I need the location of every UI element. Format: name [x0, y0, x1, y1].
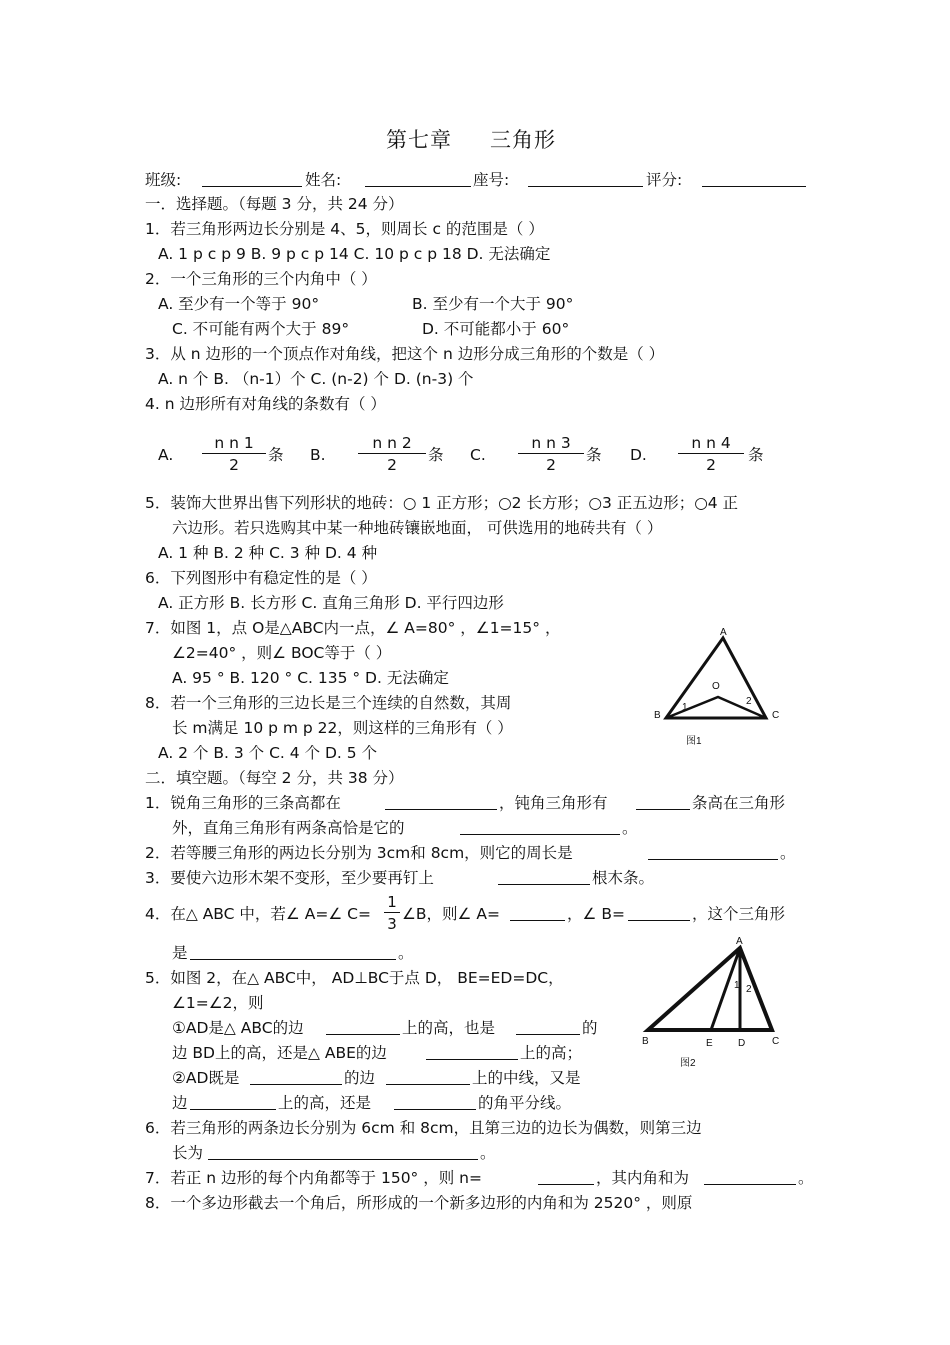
q4-label-a: A.: [158, 446, 174, 464]
q5-options: A. 1 种 B. 2 种 C. 3 种 D. 4 种: [158, 544, 378, 562]
fraction-numerator: 1: [384, 892, 400, 913]
q4-unit-a: 条: [268, 446, 284, 464]
point-label-d: D: [738, 1038, 746, 1049]
fraction-denominator: 3: [387, 915, 397, 933]
s2-q5-l6c: 的角平分线。: [478, 1094, 572, 1112]
s2-q1-blank-2[interactable]: [636, 793, 690, 810]
q6-stem: 6．下列图形中有稳定性的是（ ）: [145, 569, 377, 587]
q2-stem: 2．一个三角形的三个内角中（ ）: [145, 270, 377, 288]
s2-q5-l3c: 的: [582, 1019, 598, 1037]
s2-q1-text-c: 条高在三角形: [692, 794, 786, 812]
q4-label-b: B.: [310, 446, 326, 464]
section1-heading: 一．选择题。（每题 3 分，共 24 分）: [145, 195, 404, 213]
s2-q5-l5a: ②AD既是: [172, 1069, 240, 1087]
s2-q5-l6a: 边: [172, 1094, 188, 1112]
fraction-denominator: 2: [387, 456, 397, 474]
s2-q4-blank-c[interactable]: [190, 943, 396, 960]
vertex-label-a: A: [720, 627, 727, 638]
vertex-label-c: C: [772, 710, 780, 721]
fraction-numerator: n n 1: [202, 433, 266, 454]
s2-q7-text-b: ，其内角和为: [596, 1169, 690, 1187]
s2-q5-l4a: 边 BD上的高，还是△ ABE的边: [172, 1044, 387, 1062]
vertex-label-b: B: [642, 1036, 649, 1047]
s2-q5-blank-2[interactable]: [516, 1018, 580, 1035]
s2-q5-l6b: 上的高，还是: [278, 1094, 372, 1112]
fraction-numerator: n n 3: [518, 433, 584, 454]
s2-q3-text: 3．要使六边形木架不变形，至少要再钉上: [145, 869, 434, 887]
q4-label-d: D.: [630, 446, 647, 464]
figure-2-triangle: [636, 934, 796, 1074]
vertex-label-b: B: [654, 710, 661, 721]
q4-unit-c: 条: [586, 446, 602, 464]
s2-q5-blank-6[interactable]: [190, 1093, 276, 1110]
seat-label: 座号:: [473, 171, 510, 189]
q2-option-c: C. 不可能有两个大于 89°: [172, 320, 350, 338]
s2-q4-fraction: [384, 892, 400, 935]
s2-q4-text-b: ∠B，则∠ A=: [402, 905, 500, 923]
section2-heading: 二．填空题。（每空 2 分，共 38 分）: [145, 769, 404, 787]
score-label: 评分:: [646, 171, 683, 189]
s2-q5-l3a: ①AD是△ ABC的边: [172, 1019, 304, 1037]
s2-q5-l3b: 上的高，也是: [402, 1019, 496, 1037]
s2-q1-text-d: 外，直角三角形有两条高恰是它的: [172, 819, 405, 837]
s2-q5-l5c: 上的中线，又是: [472, 1069, 581, 1087]
q8-line2: 长 m满足 10 p m p 22，则这样的三角形有（ ）: [172, 719, 513, 737]
s2-q2-text: 2．若等腰三角形的两边长分别为 3cm和 8cm，则它的周长是: [145, 844, 573, 862]
s2-q4-text-e: 是: [172, 944, 188, 962]
q4-label-c: C.: [470, 446, 486, 464]
s2-q4-text-f: 。: [398, 944, 414, 962]
fraction-numerator: n n 2: [358, 433, 426, 454]
q4-fraction-a: [202, 433, 266, 476]
s2-q4-text-c: ，∠ B=: [567, 905, 625, 923]
s2-q1-blank-1[interactable]: [385, 793, 497, 810]
s2-q3-blank[interactable]: [498, 868, 590, 885]
fraction-denominator: 2: [546, 456, 556, 474]
q1-stem: 1．若三角形两边长分别是 4、5，则周长 c 的范围是（ ）: [145, 220, 544, 238]
fraction-numerator: n n 4: [678, 433, 744, 454]
vertex-label-c: C: [772, 1036, 780, 1047]
s2-q6-l2b: 。: [480, 1144, 496, 1162]
q3-stem: 3．从 n 边形的一个顶点作对角线，把这个 n 边形分成三角形的个数是（ ）: [145, 345, 665, 363]
q7-line2: ∠2=40° ，则∠ BOC等于（ ）: [172, 644, 392, 662]
s2-q1-blank-3[interactable]: [460, 818, 620, 835]
s2-q7-blank-1[interactable]: [538, 1168, 594, 1185]
seat-blank[interactable]: [528, 170, 643, 187]
q4-fraction-d: [678, 433, 744, 476]
s2-q5-blank-7[interactable]: [394, 1093, 476, 1110]
s2-q8-text: 8．一个多边形截去一个角后，所形成的一个新多边形的内角和为 2520° ，则原: [145, 1194, 693, 1212]
s2-q4-blank-b[interactable]: [628, 904, 690, 921]
q4-unit-b: 条: [428, 446, 444, 464]
s2-q3-end: 根木条。: [592, 869, 655, 887]
q5-line2: 六边形。若只选购其中某一种地砖镶嵌地面， 可供选用的地砖共有（ ）: [172, 519, 663, 537]
q4-stem: 4. n 边形所有对角线的条数有（ ）: [145, 395, 386, 413]
s2-q4-text-a: 4．在△ ABC 中，若∠ A=∠ C=: [145, 905, 371, 923]
q2-option-a: A. 至少有一个等于 90°: [158, 295, 320, 313]
name-blank[interactable]: [365, 170, 471, 187]
q3-options: A. n 个 B. （n-1）个 C. (n-2) 个 D. (n-3) 个: [158, 370, 474, 388]
q2-option-b: B. 至少有一个大于 90°: [412, 295, 574, 313]
s2-q5-l5b: 的边: [344, 1069, 376, 1087]
fraction-denominator: 2: [706, 456, 716, 474]
class-blank[interactable]: [202, 170, 302, 187]
s2-q7-text-c: 。: [798, 1169, 814, 1187]
s2-q7-text-a: 7．若正 n 边形的每个内角都等于 150° ，则 n=: [145, 1169, 482, 1187]
chapter-title: 三角形: [490, 128, 556, 152]
chapter-number: 第七章: [386, 128, 452, 152]
q2-option-d: D. 不可能都小于 60°: [422, 320, 570, 338]
q1-options: A. 1 p c p 9 B. 9 p c p 14 C. 10 p c p 18 D. 无法确定: [158, 245, 551, 263]
point-label-o: O: [712, 681, 720, 692]
s2-q4-blank-a[interactable]: [510, 904, 565, 921]
q4-unit-d: 条: [748, 446, 764, 464]
class-label: 班级:: [145, 171, 182, 189]
angle-label-1: 1: [682, 702, 688, 713]
q4-fraction-c: [518, 433, 584, 476]
s2-q4-text-d: ，这个三角形: [692, 905, 786, 923]
figure-1-triangle: [648, 622, 788, 752]
s2-q5-line1: 5．如图 2，在△ ABC中， AD⊥BC于点 D， BE=ED=DC，: [145, 969, 564, 987]
s2-q5-blank-3[interactable]: [426, 1043, 518, 1060]
q7-options: A. 95 ° B. 120 ° C. 135 ° D. 无法确定: [172, 669, 449, 687]
s2-q1-text-e: 。: [622, 819, 638, 837]
figure-caption: 图2: [680, 1058, 696, 1069]
angle-label-2: 2: [746, 984, 752, 995]
angle-label-2: 2: [746, 696, 752, 707]
triangle-abc: [648, 948, 772, 1030]
s2-q5-blank-1[interactable]: [326, 1018, 400, 1035]
q5-line1: 5．装饰大世界出售下列形状的地砖：○ 1 正方形；○2 长方形；○3 正五边形；○4 正: [145, 494, 739, 512]
s2-q5-blank-5[interactable]: [386, 1068, 470, 1085]
s2-q2-blank[interactable]: [648, 843, 778, 860]
s2-q5-blank-4[interactable]: [250, 1068, 342, 1085]
s2-q6-l2a: 长为: [172, 1144, 204, 1162]
point-label-e: E: [706, 1038, 713, 1049]
s2-q1-text-b: ，钝角三角形有: [499, 794, 608, 812]
score-blank[interactable]: [702, 170, 806, 187]
q8-line1: 8．若一个三角形的三边长是三个连续的自然数，其周: [145, 694, 512, 712]
name-label: 姓名:: [305, 171, 342, 189]
s2-q6-line1: 6．若三角形的两条边长分别为 6cm 和 8cm，且第三边的边长为偶数，则第三边: [145, 1119, 702, 1137]
q6-options: A. 正方形 B. 长方形 C. 直角三角形 D. 平行四边形: [158, 594, 504, 612]
s2-q5-l4b: 上的高；: [520, 1044, 583, 1062]
q8-options: A. 2 个 B. 3 个 C. 4 个 D. 5 个: [158, 744, 378, 762]
q4-fraction-b: [358, 433, 426, 476]
fraction-denominator: 2: [229, 456, 239, 474]
s2-q1-text-a: 1．锐角三角形的三条高都在: [145, 794, 341, 812]
figure-caption: 图1: [686, 736, 702, 747]
s2-q6-blank[interactable]: [208, 1143, 478, 1160]
s2-q7-blank-2[interactable]: [704, 1168, 796, 1185]
q7-line1: 7．如图 1，点 O是△ABC内一点，∠ A=80° ，∠1=15° ，: [145, 619, 561, 637]
vertex-label-a: A: [736, 936, 743, 947]
angle-label-1: 1: [734, 980, 740, 991]
s2-q5-line2: ∠1=∠2，则: [172, 994, 264, 1012]
s2-q2-end: 。: [780, 844, 796, 862]
